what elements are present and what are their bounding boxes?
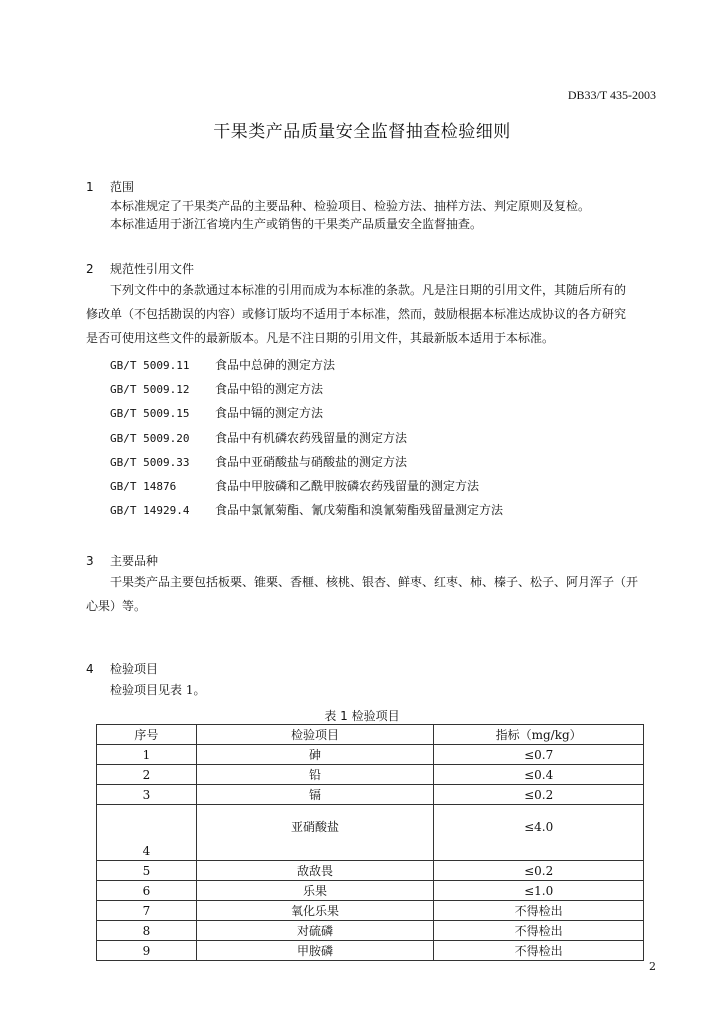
row-limit: ≤1.0 [434, 881, 644, 901]
section-number: 2 [86, 262, 94, 276]
page-number: 2 [649, 960, 656, 973]
section-number: 3 [86, 554, 94, 568]
reference-code: GB/T 5009.20 [110, 432, 190, 445]
row-limit: ≤0.2 [434, 785, 644, 805]
section-1-paragraph-2: 本标准适用于浙江省境内生产或销售的干果类产品质量安全监督抽查。 [110, 217, 483, 231]
section-1-paragraph-1: 本标准规定了干果类产品的主要品种、检验项目、检验方法、抽样方法、判定原则及复检。 [110, 199, 591, 213]
row-seq: 7 [97, 901, 197, 921]
section-title: 主要品种 [110, 554, 159, 568]
section-2-heading [86, 260, 194, 277]
section-title: 范围 [110, 180, 135, 194]
row-seq: 8 [97, 921, 197, 941]
table-row [97, 901, 644, 921]
section-1-heading [86, 178, 134, 195]
row-item: 甲胺磷 [196, 941, 434, 961]
document-title: 干果类产品质量安全监督抽查检验细则 [213, 122, 511, 142]
section-number: 4 [86, 662, 94, 676]
table-row [97, 861, 644, 881]
table-row [97, 785, 644, 805]
reference-row [110, 477, 479, 494]
reference-name: 食品中甲胺磷和乙酰甲胺磷农药残留量的测定方法 [215, 479, 480, 493]
section-3-line-1: 干果类产品主要包括板栗、锥栗、香榧、核桃、银杏、鲜枣、红枣、柿、榛子、松子、阿月浑子（开 [110, 575, 639, 589]
section-2-intro-line-3: 是否可使用这些文件的最新版本。凡是不注日期的引用文件，其最新版本适用于本标准。 [86, 331, 555, 345]
reference-code: GB/T 5009.15 [110, 407, 190, 420]
reference-row [110, 501, 503, 518]
row-item: 敌敌畏 [196, 861, 434, 881]
section-4-heading [86, 660, 158, 677]
section-2-intro-line-2: 修改单（不包括勘误的内容）或修订版均不适用于本标准，然而，鼓励根据本标准达成协议的各方研究 [86, 307, 627, 321]
row-limit: 不得检出 [434, 941, 644, 961]
reference-name: 食品中镉的测定方法 [215, 406, 324, 420]
reference-code: GB/T 14876 [110, 480, 177, 493]
row-seq: 3 [97, 785, 197, 805]
row-item: 亚硝酸盐 [196, 805, 434, 861]
row-limit: 不得检出 [434, 901, 644, 921]
section-4-intro: 检验项目见表 1。 [110, 683, 206, 697]
header-seq: 序号 [97, 725, 197, 745]
section-3-heading [86, 552, 158, 569]
header-item: 检验项目 [196, 725, 434, 745]
section-title: 规范性引用文件 [110, 262, 195, 276]
reference-name: 食品中总砷的测定方法 [215, 358, 336, 372]
reference-name: 食品中有机磷农药残留量的测定方法 [215, 431, 408, 445]
row-limit: ≤4.0 [434, 805, 644, 861]
reference-name: 食品中亚硝酸盐与硝酸盐的测定方法 [215, 455, 408, 469]
row-limit: ≤0.4 [434, 765, 644, 785]
table-row [97, 805, 644, 861]
table-row [97, 881, 644, 901]
table-row [97, 941, 644, 961]
reference-code: GB/T 14929.4 [110, 504, 190, 517]
row-item: 乐果 [196, 881, 434, 901]
row-item: 对硫磷 [196, 921, 434, 941]
table-row [97, 765, 644, 785]
row-limit: ≤0.2 [434, 861, 644, 881]
table-header-row [97, 725, 644, 745]
row-seq: 5 [97, 861, 197, 881]
reference-row [110, 404, 323, 421]
reference-row [110, 380, 323, 397]
standard-code: DB33/T 435-2003 [567, 88, 656, 102]
section-title: 检验项目 [110, 662, 159, 676]
header-limit: 指标（mg/kg） [434, 725, 644, 745]
reference-code: GB/T 5009.11 [110, 359, 190, 372]
reference-code: GB/T 5009.12 [110, 383, 190, 396]
section-2-intro-line-1: 下列文件中的条款通过本标准的引用而成为本标准的条款。凡是注日期的引用文件，其随后所有的 [110, 283, 627, 297]
reference-row [110, 453, 407, 470]
section-3-line-2: 心果）等。 [86, 599, 147, 613]
section-number: 1 [86, 180, 94, 194]
row-item: 氧化乐果 [196, 901, 434, 921]
reference-name: 食品中铅的测定方法 [215, 382, 324, 396]
row-seq: 2 [97, 765, 197, 785]
table-row [97, 921, 644, 941]
reference-row [110, 429, 407, 446]
row-item: 铅 [196, 765, 434, 785]
row-seq: 1 [97, 745, 197, 765]
row-item: 砷 [196, 745, 434, 765]
row-limit: ≤0.7 [434, 745, 644, 765]
row-limit: 不得检出 [434, 921, 644, 941]
inspection-items-table [96, 724, 644, 961]
row-seq: 9 [97, 941, 197, 961]
row-seq: 6 [97, 881, 197, 901]
table-caption: 表 1 检验项目 [324, 709, 400, 723]
row-seq: 4 [97, 805, 197, 861]
reference-code: GB/T 5009.33 [110, 456, 190, 469]
reference-row [110, 356, 335, 373]
row-item: 镉 [196, 785, 434, 805]
reference-name: 食品中氯氰菊酯、氰戊菊酯和溴氰菊酯残留量测定方法 [215, 503, 504, 517]
table-row [97, 745, 644, 765]
